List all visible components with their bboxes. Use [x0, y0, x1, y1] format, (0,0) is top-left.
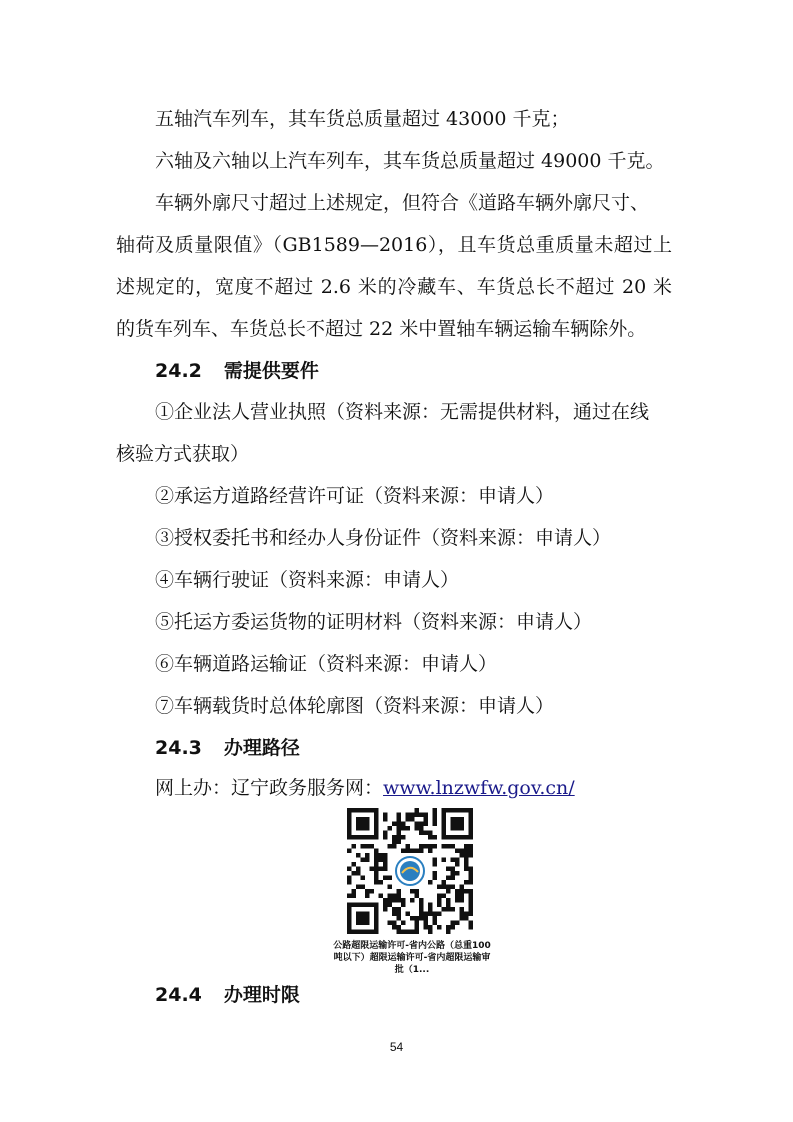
paragraph-line: 车辆外廓尺寸超过上述规定，但符合《道路车辆外廓尺寸、 — [155, 192, 650, 214]
requirement-item: ⑥车辆道路运输证（资料来源：申请人） — [155, 653, 498, 675]
section-number: 24.4 — [155, 984, 202, 1006]
qr-code — [334, 808, 490, 940]
section-number: 24.2 — [155, 360, 202, 382]
requirement-item: ④车辆行驶证（资料来源：申请人） — [155, 569, 460, 591]
section-number: 24.3 — [155, 737, 202, 759]
qr-code-image — [334, 808, 490, 936]
online-label: 网上办：辽宁政务服务网： — [155, 777, 384, 799]
online-url-link[interactable]: www.lnzwfw.gov.cn/ — [383, 777, 575, 799]
paragraph-line: 轴荷及质量限值》（GB1589—2016），且车货总重质量未超过上 — [116, 234, 672, 256]
page-number: 54 — [389, 1040, 404, 1054]
online-service-line — [155, 776, 575, 800]
paragraph-line: 五轴汽车列车，其车货总质量超过 43000 千克； — [155, 108, 570, 130]
requirement-item: ①企业法人营业执照（资料来源：无需提供材料，通过在线 — [155, 401, 650, 423]
section-title: 办理路径 — [223, 737, 300, 759]
qr-caption: 公路超限运输许可-省内公路（总重100吨以下）超限运输许可-省内超限运输审批（1... — [333, 941, 491, 975]
paragraph-line: 述规定的，宽度不超过 2.6 米的冷藏车、车货总长不超过 20 米 — [116, 276, 672, 298]
requirement-item: ⑤托运方委运货物的证明材料（资料来源：申请人） — [155, 611, 593, 633]
section-heading-24-2 — [155, 359, 319, 383]
requirement-item: ⑦车辆载货时总体轮廓图（资料来源：申请人） — [155, 695, 555, 717]
section-heading-24-4 — [155, 983, 300, 1007]
section-title: 需提供要件 — [223, 360, 319, 382]
paragraph-line: 的货车列车、车货总长不超过 22 米中置轴车辆运输车辆除外。 — [116, 318, 647, 340]
section-title: 办理时限 — [223, 984, 300, 1006]
section-heading-24-3 — [155, 736, 300, 760]
requirement-item: ③授权委托书和经办人身份证件（资料来源：申请人） — [155, 527, 612, 549]
requirement-item: ②承运方道路经营许可证（资料来源：申请人） — [155, 485, 555, 507]
requirement-item: 核验方式获取） — [116, 443, 250, 465]
paragraph-line: 六轴及六轴以上汽车列车，其车货总质量超过 49000 千克。 — [155, 150, 665, 172]
